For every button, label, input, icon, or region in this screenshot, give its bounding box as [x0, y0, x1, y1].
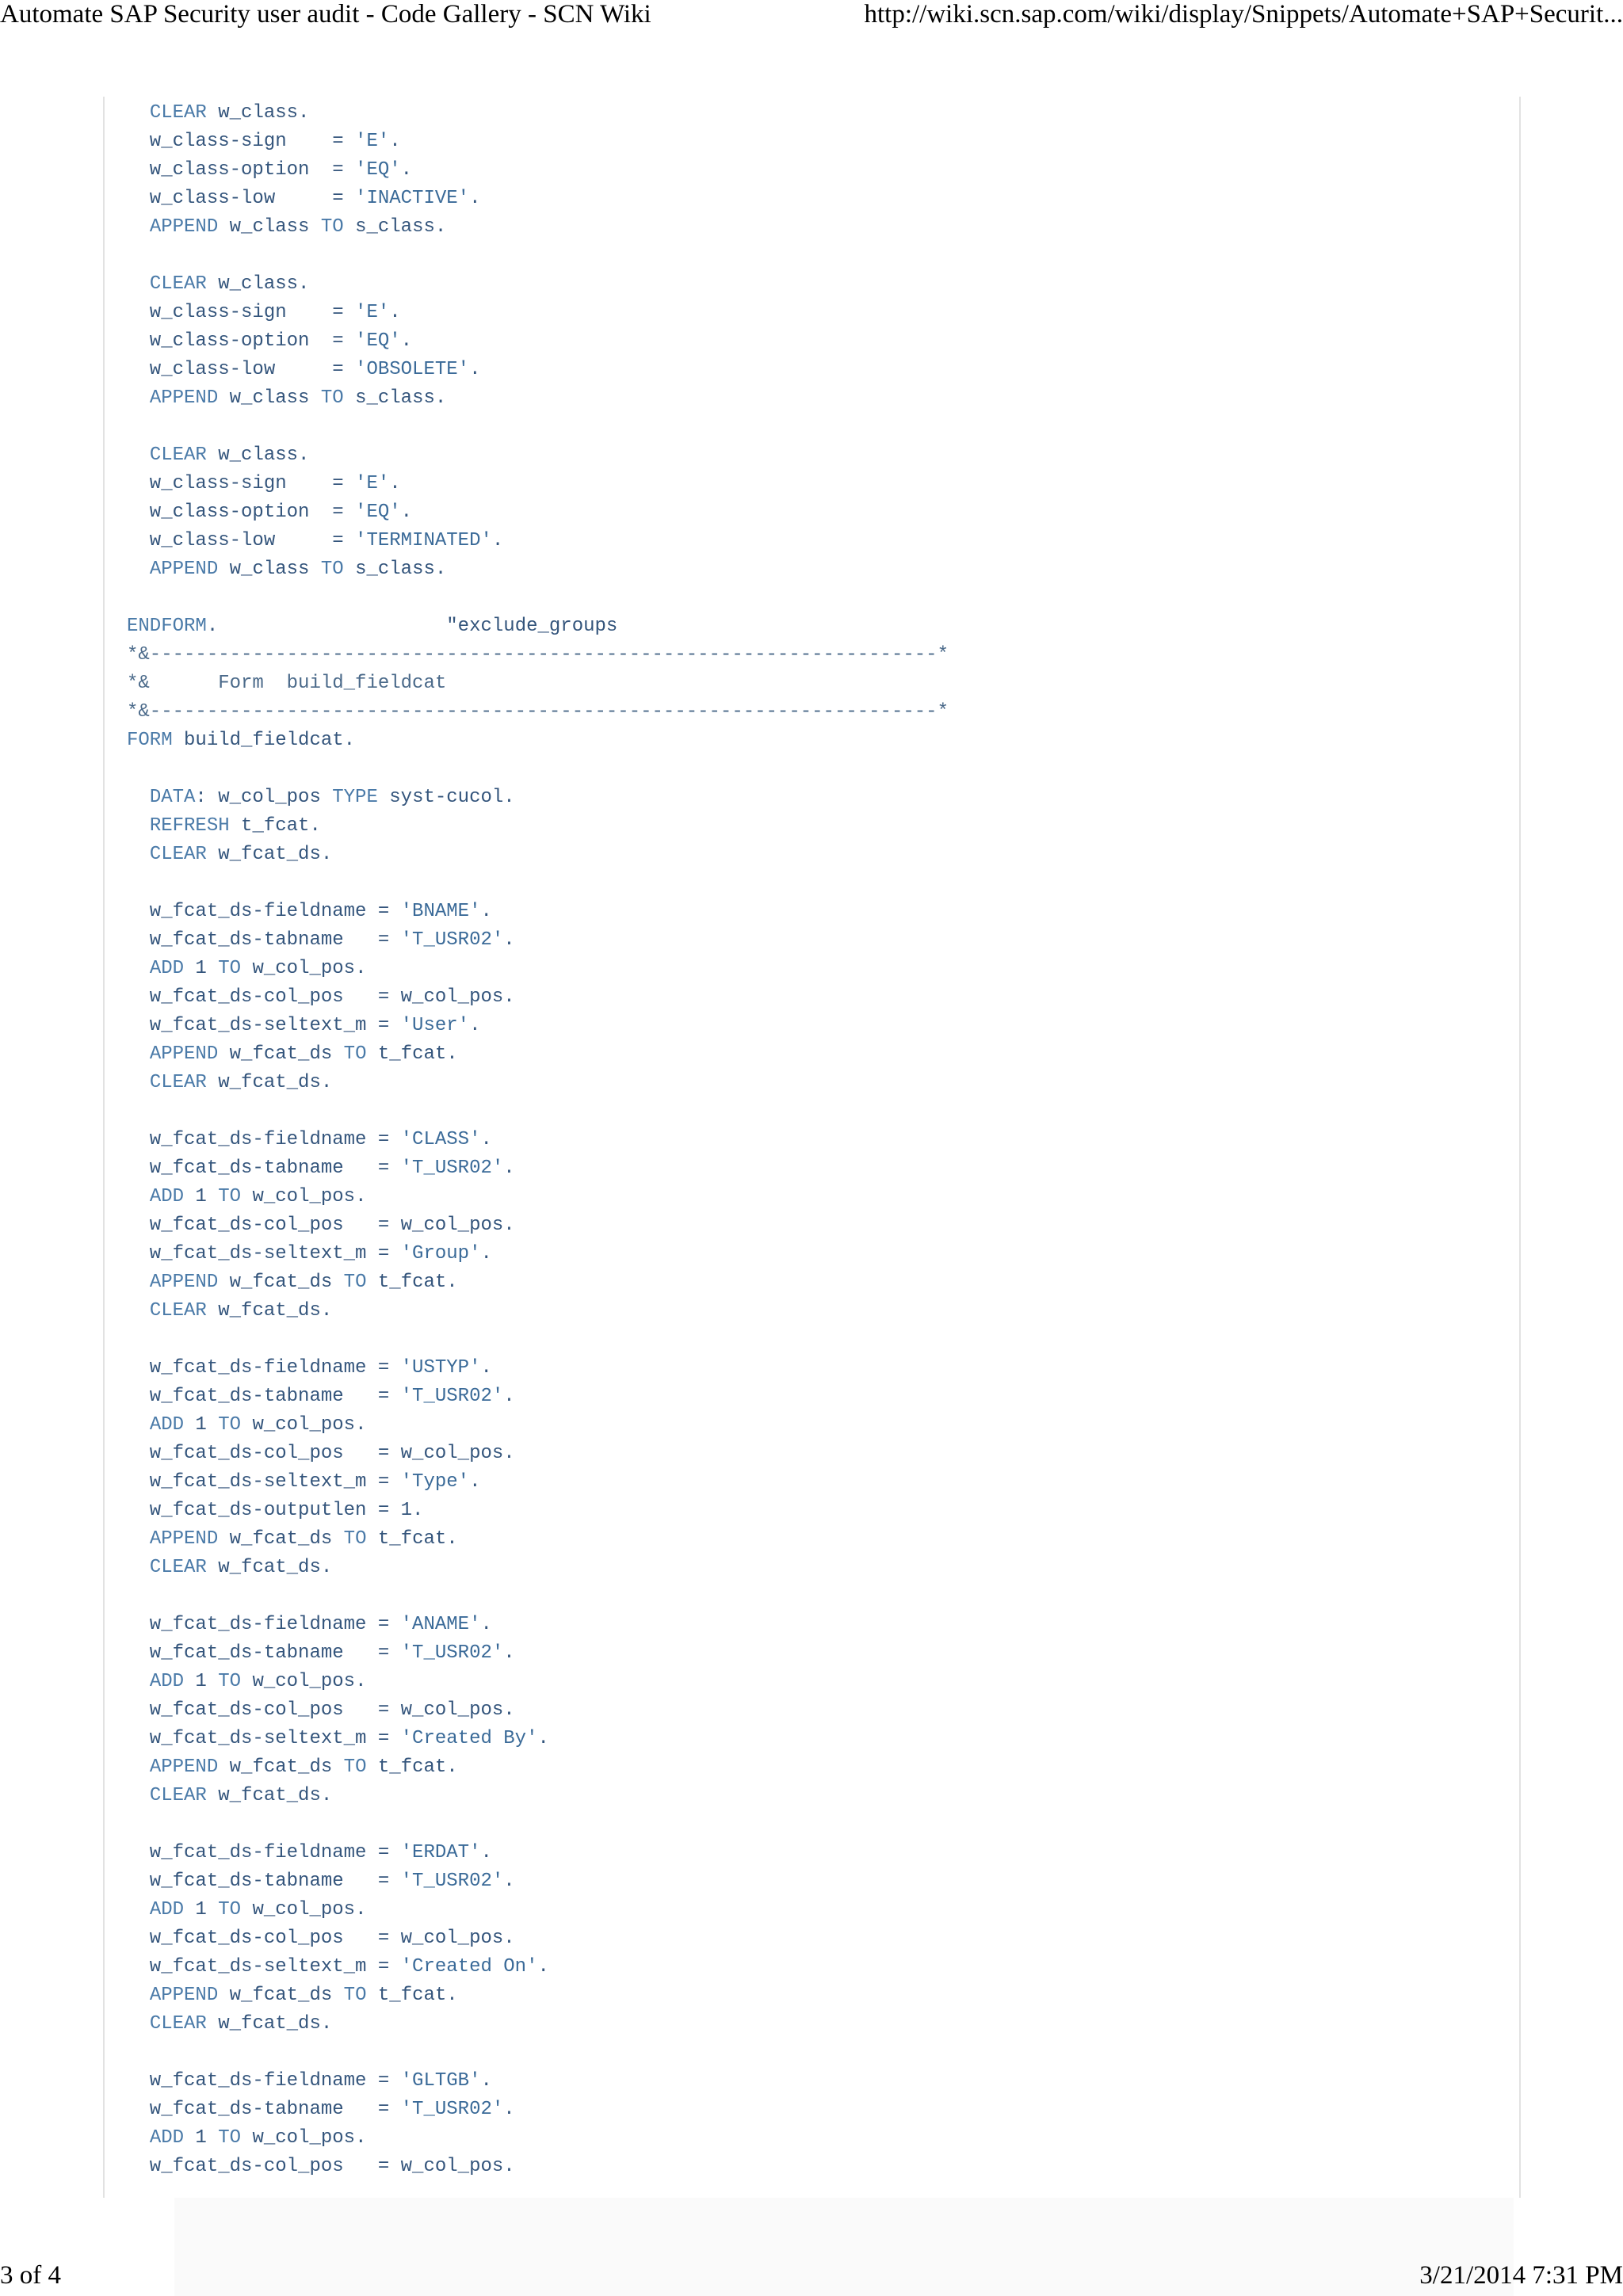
- code-line: w_fcat_ds-seltext_m = 'Created On'.: [127, 1956, 549, 1978]
- code-line: APPEND w_fcat_ds TO t_fcat.: [149, 1528, 458, 1550]
- code-line: [127, 242, 949, 270]
- code-line: ADD 1 TO w_col_pos.: [149, 958, 367, 979]
- code-line: w_fcat_ds-seltext_m = 'Group'.: [127, 1243, 492, 1264]
- code-line: w_fcat_ds-outputlen = 1.: [127, 1500, 424, 1521]
- code-line: [127, 869, 949, 898]
- code-line: ENDFORM. "exclude_groups: [127, 616, 618, 637]
- code-line: w_class-low = 'INACTIVE'.: [127, 188, 481, 209]
- code-line: CLEAR w_fcat_ds.: [149, 1557, 333, 1578]
- code-line: w_fcat_ds-seltext_m = 'User'.: [127, 1015, 481, 1036]
- code-line: APPEND w_fcat_ds TO t_fcat.: [149, 1756, 458, 1778]
- code-line: CLEAR w_fcat_ds.: [149, 1072, 333, 1093]
- code-line: w_fcat_ds-fieldname = 'ERDAT'.: [127, 1842, 492, 1863]
- code-line: CLEAR w_fcat_ds.: [149, 1300, 333, 1322]
- code-line: w_fcat_ds-tabname = 'T_USR02'.: [127, 1158, 515, 1179]
- code-line: APPEND w_class TO s_class.: [149, 559, 447, 580]
- code-line: *& Form build_fieldcat: [127, 673, 447, 694]
- code-line: w_fcat_ds-fieldname = 'CLASS'.: [127, 1129, 492, 1150]
- code-line: w_fcat_ds-fieldname = 'ANAME'.: [127, 1614, 492, 1635]
- print-datetime: 3/21/2014 7:31 PM: [1419, 2261, 1623, 2290]
- code-line: w_fcat_ds-col_pos = w_col_pos.: [127, 986, 515, 1008]
- code-line: ADD 1 TO w_col_pos.: [149, 2127, 367, 2149]
- code-line: CLEAR w_class.: [149, 444, 310, 466]
- code-line: w_fcat_ds-fieldname = 'USTYP'.: [127, 1357, 492, 1379]
- code-line: CLEAR w_fcat_ds.: [149, 2013, 333, 2035]
- print-footer: [0, 2261, 1623, 2296]
- code-line: w_fcat_ds-tabname = 'T_USR02'.: [127, 1871, 515, 1892]
- code-line: [127, 1325, 949, 1354]
- code-line: [127, 1810, 949, 1839]
- code-line: w_class-option = 'EQ'.: [127, 502, 413, 523]
- code-line: [127, 1582, 949, 1611]
- code-line: w_fcat_ds-seltext_m = 'Type'.: [127, 1471, 481, 1493]
- code-line: w_fcat_ds-tabname = 'T_USR02'.: [127, 929, 515, 951]
- code-line: [127, 413, 949, 441]
- code-line: FORM build_fieldcat.: [127, 730, 356, 751]
- code-line: APPEND w_class TO s_class.: [149, 387, 447, 409]
- code-line: w_class-low = 'OBSOLETE'.: [127, 359, 481, 380]
- code-line: w_fcat_ds-col_pos = w_col_pos.: [127, 1928, 515, 1949]
- page-title: Automate SAP Security user audit - Code Gallery - SCN Wiki: [0, 0, 651, 29]
- code-line: DATA: w_col_pos TYPE syst-cucol.: [149, 787, 515, 808]
- code-line: w_fcat_ds-tabname = 'T_USR02'.: [127, 2099, 515, 2120]
- code-line: w_class-option = 'EQ'.: [127, 159, 413, 181]
- code-line: [127, 2039, 949, 2067]
- code-line: w_fcat_ds-col_pos = w_col_pos.: [127, 2156, 515, 2177]
- code-line: REFRESH t_fcat.: [149, 815, 321, 837]
- code-lines: [127, 99, 949, 2181]
- code-line: w_fcat_ds-tabname = 'T_USR02'.: [127, 1642, 515, 1664]
- code-line: w_class-sign = 'E'.: [127, 131, 401, 152]
- code-line: *&---------------------------------------------------------------------*: [127, 644, 949, 666]
- code-line: w_class-sign = 'E'.: [127, 302, 401, 323]
- code-line: [127, 755, 949, 784]
- code-line: CLEAR w_fcat_ds.: [149, 1785, 333, 1806]
- code-line: w_fcat_ds-fieldname = 'GLTGB'.: [127, 2070, 492, 2092]
- page-number: 3 of 4: [0, 2261, 61, 2290]
- code-line: APPEND w_fcat_ds TO t_fcat.: [149, 1043, 458, 1065]
- code-line: CLEAR w_class.: [149, 102, 310, 124]
- code-line: w_fcat_ds-col_pos = w_col_pos.: [127, 1215, 515, 1236]
- code-line: w_fcat_ds-fieldname = 'BNAME'.: [127, 901, 492, 922]
- page-url[interactable]: http://wiki.scn.sap.com/wiki/display/Snippets/Automate+SAP+Securit...: [864, 0, 1623, 29]
- code-line: w_fcat_ds-col_pos = w_col_pos.: [127, 1443, 515, 1464]
- code-line: APPEND w_class TO s_class.: [149, 216, 447, 238]
- code-line: CLEAR w_class.: [149, 273, 310, 295]
- code-line: ADD 1 TO w_col_pos.: [149, 1899, 367, 1920]
- code-line: ADD 1 TO w_col_pos.: [149, 1671, 367, 1692]
- code-line: APPEND w_fcat_ds TO t_fcat.: [149, 1272, 458, 1293]
- code-line: w_class-low = 'TERMINATED'.: [127, 530, 504, 551]
- code-line: w_fcat_ds-tabname = 'T_USR02'.: [127, 1386, 515, 1407]
- code-line: w_class-option = 'EQ'.: [127, 330, 413, 352]
- code-line: ADD 1 TO w_col_pos.: [149, 1414, 367, 1436]
- code-line: [127, 584, 949, 612]
- code-line: APPEND w_fcat_ds TO t_fcat.: [149, 1985, 458, 2006]
- code-line: ADD 1 TO w_col_pos.: [149, 1186, 367, 1207]
- print-header: [0, 0, 1623, 35]
- code-line: *&---------------------------------------------------------------------*: [127, 701, 949, 723]
- code-line: w_fcat_ds-col_pos = w_col_pos.: [127, 1699, 515, 1721]
- code-line: w_fcat_ds-seltext_m = 'Created By'.: [127, 1728, 549, 1749]
- code-line: w_class-sign = 'E'.: [127, 473, 401, 494]
- code-line: [127, 1097, 949, 1126]
- code-line: CLEAR w_fcat_ds.: [149, 844, 333, 865]
